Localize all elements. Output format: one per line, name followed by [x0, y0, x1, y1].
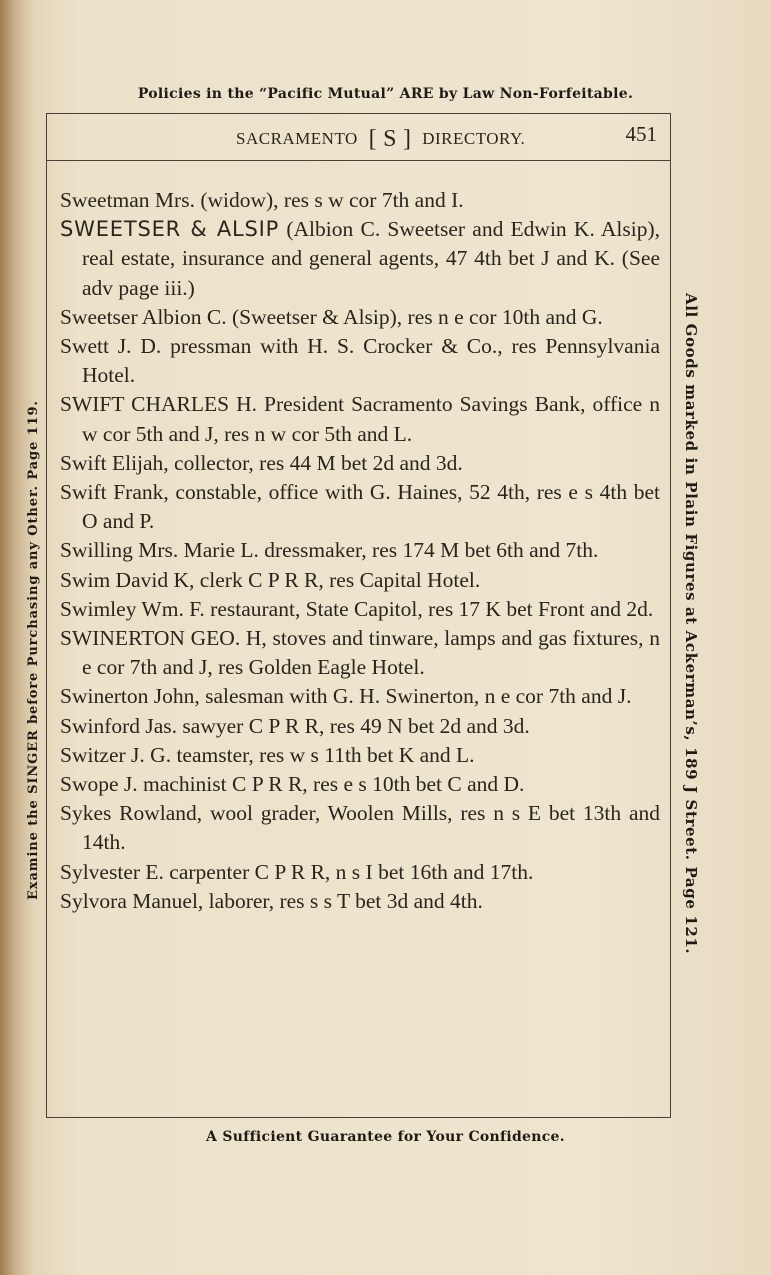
- directory-entry: [60, 624, 660, 682]
- directory-entry: [60, 682, 660, 711]
- entry-text: SWIFT CHARLES H. President Sacramento Savings Bank, office n w cor 5th and J, res n w cor 5th and L.: [60, 392, 660, 446]
- running-head-directory: DIRECTORY.: [422, 129, 526, 148]
- directory-entry: [60, 770, 660, 799]
- entry-text: Swim David K, clerk C P R R, res Capital Hotel.: [60, 567, 481, 592]
- directory-entry: [60, 887, 660, 916]
- directory-entry: [60, 712, 660, 741]
- running-head-title: [236, 126, 525, 153]
- entry-text: Swope J. machinist C P R R, res e s 10th bet C and D.: [60, 772, 525, 797]
- directory-entry: [60, 741, 660, 770]
- entry-text: Swimley Wm. F. restaurant, State Capitol, res 17 K bet Front and 2d.: [60, 596, 654, 621]
- directory-entry: [60, 186, 660, 215]
- directory-entries: [60, 186, 660, 916]
- directory-entry: [60, 566, 660, 595]
- running-head: [46, 122, 671, 154]
- entry-text: Switzer J. G. teamster, res w s 11th bet K and L.: [60, 742, 475, 767]
- entry-text: Swift Frank, constable, office with G. Haines, 52 4th, res e s 4th bet O and P.: [60, 480, 660, 534]
- right-side-advertisement: All Goods marked in Plain Figures at Ackerman’s, 189 J Street. Page 121.: [682, 293, 700, 955]
- directory-entry: [60, 536, 660, 565]
- entry-text: Sylvora Manuel, laborer, res s s T bet 3d and 4th.: [60, 888, 483, 913]
- directory-entry: [60, 858, 660, 887]
- entry-text: SWINERTON GEO. H, stoves and tinware, lamps and gas fixtures, n e cor 7th and J, res Golden Eagle Hotel.: [60, 626, 660, 680]
- entry-business-name: SWEETSER & ALSIP: [60, 217, 280, 242]
- entry-text: Swinford Jas. sawyer C P R R, res 49 N bet 2d and 3d.: [60, 713, 530, 738]
- directory-entry: [60, 449, 660, 478]
- header-rule: [46, 160, 671, 161]
- directory-entry: [60, 595, 660, 624]
- left-side-advertisement: Examine the SINGER before Purchasing any Other. Page 119.: [26, 400, 41, 900]
- entry-text: Swift Elijah, collector, res 44 M bet 2d and 3d.: [60, 450, 463, 475]
- entry-text: Sykes Rowland, wool grader, Woolen Mills, res n s E bet 13th and 14th.: [60, 801, 660, 855]
- directory-entry: [60, 332, 660, 390]
- directory-entry: [60, 478, 660, 536]
- directory-entry: [60, 303, 660, 332]
- bottom-advertisement-banner: A Sufficient Guarantee for Your Confidence.: [206, 1129, 565, 1145]
- entry-text: Swinerton John, salesman with G. H. Swinerton, n e cor 7th and J.: [60, 684, 632, 709]
- entry-text: Swilling Mrs. Marie L. dressmaker, res 174 M bet 6th and 7th.: [60, 538, 599, 563]
- running-head-bracket-open: [: [368, 126, 378, 152]
- directory-entry: [60, 390, 660, 448]
- entry-text: Swett J. D. pressman with H. S. Crocker & Co., res Pennsylvania Hotel.: [60, 334, 660, 388]
- running-head-bracket-close: ]: [402, 126, 412, 152]
- running-head-letter: S: [383, 126, 397, 152]
- entry-text: (Albion C. Sweetser and Edwin K. Alsip), real estate, insurance and general agents, 47 4th bet J and K. (See adv page iii.): [82, 217, 660, 300]
- directory-entry: [60, 799, 660, 857]
- running-head-city: SACRAMENTO: [236, 129, 358, 148]
- top-advertisement-banner: Policies in the “Pacific Mutual” ARE by Law Non-Forfeitable.: [137, 86, 634, 102]
- directory-entry: [60, 215, 660, 303]
- entry-text: Sylvester E. carpenter C P R R, n s I bet 16th and 17th.: [60, 859, 534, 884]
- page-number: 451: [625, 122, 657, 146]
- entry-text: Sweetman Mrs. (widow), res s w cor 7th and I.: [60, 188, 464, 212]
- entry-text: Sweetser Albion C. (Sweetser & Alsip), res n e cor 10th and G.: [60, 304, 603, 329]
